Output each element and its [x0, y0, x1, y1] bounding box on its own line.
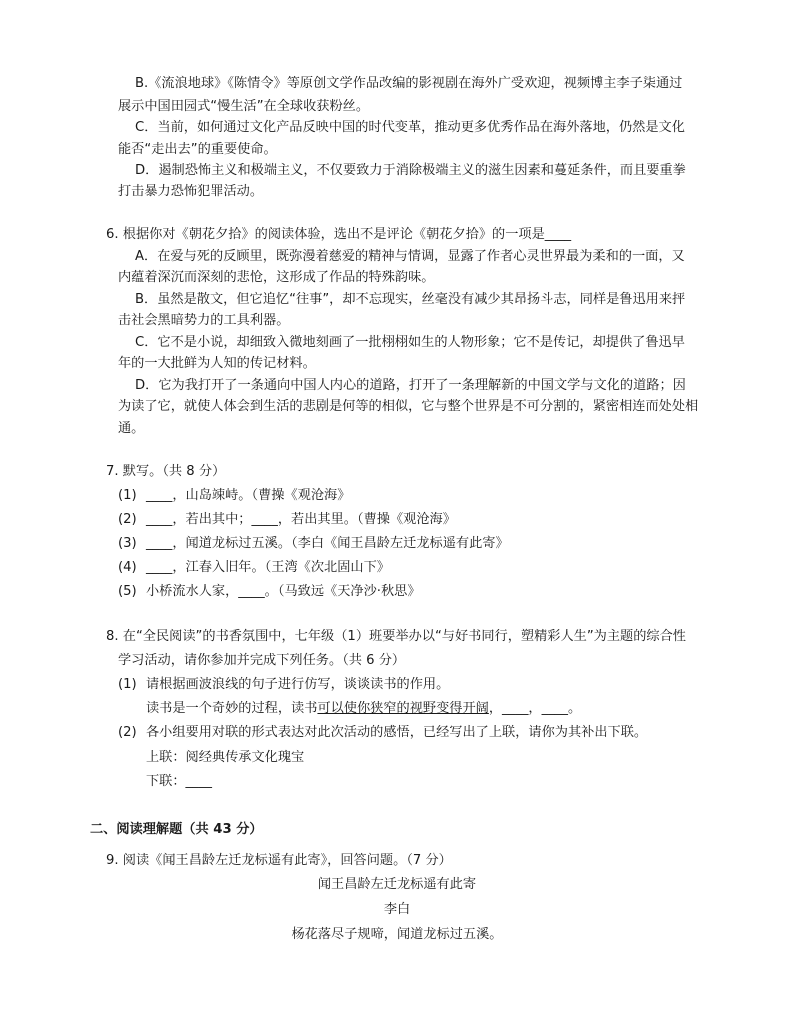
q8-task1-sentence — [146, 699, 581, 719]
q5-option-c-line1: C．当前，如何通过文化产品反映中国的时代变革，推动更多优秀作品在海外落地，仍然是文化 — [135, 120, 685, 135]
q8-task1-blanks: ，____，____。 — [488, 701, 582, 716]
q8-task1-prefix: 读书是一个奇妙的过程，读书 — [146, 701, 318, 716]
q7-item-text: ____，闻道龙标过五溪。（李白《闻王昌龄左迁龙标遥有此寄》 — [146, 536, 509, 551]
q5-option-b-line2: 展示中国田园式“慢生活”在全球收获粉丝。 — [118, 99, 370, 114]
q9-stem: 9. 阅读《闻王昌龄左迁龙标遥有此寄》，回答问题。（7 分） — [106, 853, 452, 868]
q6-option-b-line1: B．虽然是散文，但它追忆“往事”，却不忘现实，丝毫没有减少其昂扬斗志，同样是鲁迅用来抨 — [135, 292, 686, 307]
q6-option-a-line2: 内蕴着深沉而深刻的悲怆，这形成了作品的特殊韵味。 — [118, 270, 435, 285]
q6-option-d-line3: 通。 — [118, 421, 145, 436]
q6-option-a-line1: A．在爱与死的反顾里，既弥漫着慈爱的精神与情调，显露了作者心灵世界最为柔和的一面，又 — [135, 249, 685, 264]
q7-item-text: 小桥流水人家，____。（马致远《天净沙·秋思》 — [146, 584, 421, 599]
section-title: 二、阅读理解题（共 43 分） — [90, 822, 263, 837]
q7-item-number: (1) — [118, 488, 137, 503]
q8-stem-line2: 学习活动，请你参加并完成下列任务。（共 6 分） — [118, 653, 406, 668]
q6-option-c-line1: C．它不是小说，却细致入微地刻画了一批栩栩如生的人物形象；它不是传记，却提供了鲁迅早 — [135, 335, 685, 350]
q7-item-number: (3) — [118, 536, 137, 551]
q7-item-number: (4) — [118, 560, 137, 575]
q6-option-b-line2: 击社会黑暗势力的工具利器。 — [118, 313, 290, 328]
q7-item-number: (5) — [118, 584, 137, 599]
poem-line: 杨花落尽子规啼，闻道龙标过五溪。 — [291, 927, 503, 942]
q6-option-c-line2: 年的一大批鲜为人知的传记材料。 — [118, 356, 316, 371]
q7-item-number: (2) — [118, 512, 137, 527]
q8-task-number: (2) — [118, 725, 137, 740]
couplet-lower: 下联：____ — [146, 774, 212, 789]
q7-item-text: ____，山岛竦峙。（曹操《观沧海》 — [146, 488, 351, 503]
q5-option-b-line1: B.《流浪地球》《陈情令》等原创文学作品改编的影视剧在海外广受欢迎，视频博主李子柒通过 — [135, 76, 683, 91]
q8-stem-line1: 8. 在“全民阅读”的书香氛围中，七年级（1）班要举办以“与好书同行，塑精彩人生”为主题的综合性 — [106, 629, 686, 644]
q7-item-text: ____，若出其中；____，若出其里。（曹操《观沧海》 — [146, 512, 456, 527]
q5-option-d-line2: 打击暴力恐怖犯罪活动。 — [118, 184, 264, 199]
poem-author: 李白 — [383, 902, 411, 917]
q5-option-c-line2: 能否“走出去”的重要使命。 — [118, 142, 277, 157]
q6-option-d-line1: D．它为我打开了一条通向中国人内心的道路，打开了一条理解新的中国文学与文化的道路；因 — [135, 378, 686, 393]
q7-stem: 7. 默写。（共 8 分） — [106, 464, 226, 479]
q8-task2-instruction: 各小组要用对联的形式表达对此次活动的感悟，已经写出了上联，请你为其补出下联。 — [146, 725, 648, 740]
q5-option-d-line1: D．遏制恐怖主义和极端主义，不仅要致力于消除极端主义的滋生因素和蔓延条件，而且要重拳 — [135, 163, 686, 178]
q6-stem: 6. 根据你对《朝花夕拾》的阅读体验，选出不是评论《朝花夕拾》的一项是____ — [106, 227, 572, 242]
q8-task-number: (1) — [118, 677, 137, 692]
q7-item-text: ____，江春入旧年。（王湾《次北固山下》 — [146, 560, 390, 575]
poem-title: 闻王昌龄左迁龙标遥有此寄 — [317, 877, 477, 892]
wavy-underlined-phrase: 可以使你狭窄的视野变得开阔 — [317, 701, 489, 716]
q6-option-d-line2: 为读了它，就使人体会到生活的悲剧是何等的相似，它与整个世界是不可分割的，紧密相连而处处相 — [118, 399, 699, 414]
couplet-upper: 上联：阅经典传承文化瑰宝 — [146, 750, 305, 765]
q8-task1-instruction: 请根据画波浪线的句子进行仿写，谈谈读书的作用。 — [146, 677, 450, 692]
